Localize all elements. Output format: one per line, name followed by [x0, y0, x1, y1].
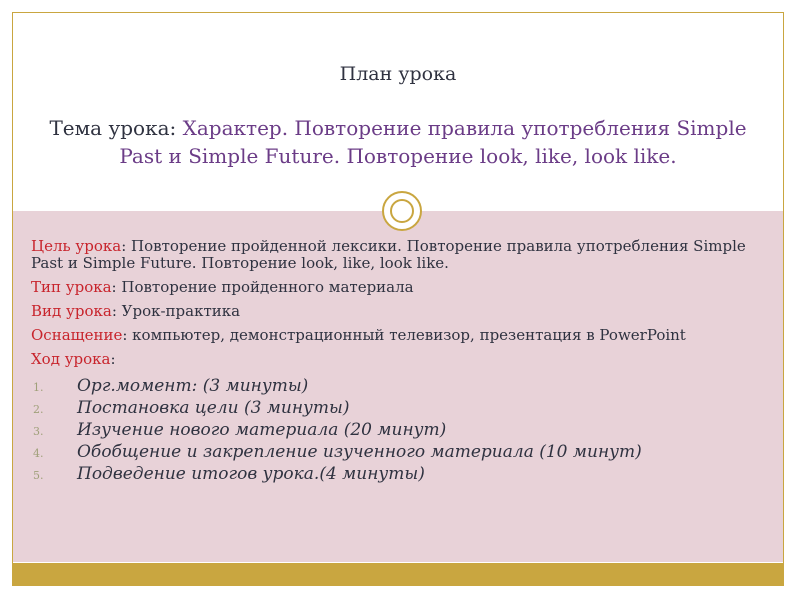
steps-list — [31, 376, 766, 486]
list-item — [31, 398, 766, 420]
equipment-text: : компьютер, демонстрационный телевизор, презентация в PowerPoint — [122, 326, 686, 344]
kind-row — [31, 303, 766, 320]
step-text: Изучение нового материала (20 минут) — [77, 419, 447, 440]
topic-text: Характер. Повторение правила употребления Simple Past и Simple Future. Повторение look, like, look like. — [119, 116, 747, 168]
list-item — [31, 420, 766, 442]
course-text: : — [110, 350, 116, 369]
title-panel — [13, 13, 783, 211]
slide — [12, 12, 784, 586]
step-text: Обобщение и закрепление изученного материала (10 минут) — [77, 441, 642, 462]
type-row — [31, 279, 766, 296]
lesson-details — [31, 238, 766, 486]
plan-title: План урока — [339, 63, 457, 85]
step-number: 5. — [33, 468, 44, 482]
goal-label: Цель урока — [31, 237, 122, 255]
footer-accent-bar — [13, 563, 783, 585]
step-number: 1. — [33, 380, 44, 394]
kind-label: Вид урока — [31, 301, 112, 320]
topic-label: Тема урока: — [49, 116, 183, 140]
equipment-label: Оснащение — [31, 326, 123, 344]
list-item — [31, 376, 766, 398]
equipment-row — [31, 327, 766, 344]
list-item — [31, 464, 766, 486]
type-label: Тип урока — [31, 277, 112, 296]
goal-row — [31, 238, 766, 273]
type-text: : Повторение пройденного материала — [111, 277, 414, 296]
circle-ornament-icon — [382, 191, 422, 231]
topic-line — [33, 115, 763, 170]
step-text: Постановка цели (3 минуты) — [77, 397, 350, 418]
step-number: 2. — [33, 402, 44, 416]
list-item — [31, 442, 766, 464]
title-block — [33, 63, 763, 170]
step-text: Орг.момент: (3 минуты) — [77, 375, 309, 396]
circle-ornament-inner-ring — [390, 199, 414, 223]
goal-text: : Повторение пройденной лексики. Повторение правила употребления Simple Past и Simple Future. Повторение look, like, look like. — [31, 237, 746, 273]
kind-text: : Урок-практика — [111, 301, 241, 320]
step-number: 3. — [33, 424, 44, 438]
course-label: Ход урока — [31, 350, 111, 369]
course-row — [31, 351, 766, 368]
step-text: Подведение итогов урока.(4 минуты) — [77, 463, 425, 484]
step-number: 4. — [33, 446, 44, 460]
